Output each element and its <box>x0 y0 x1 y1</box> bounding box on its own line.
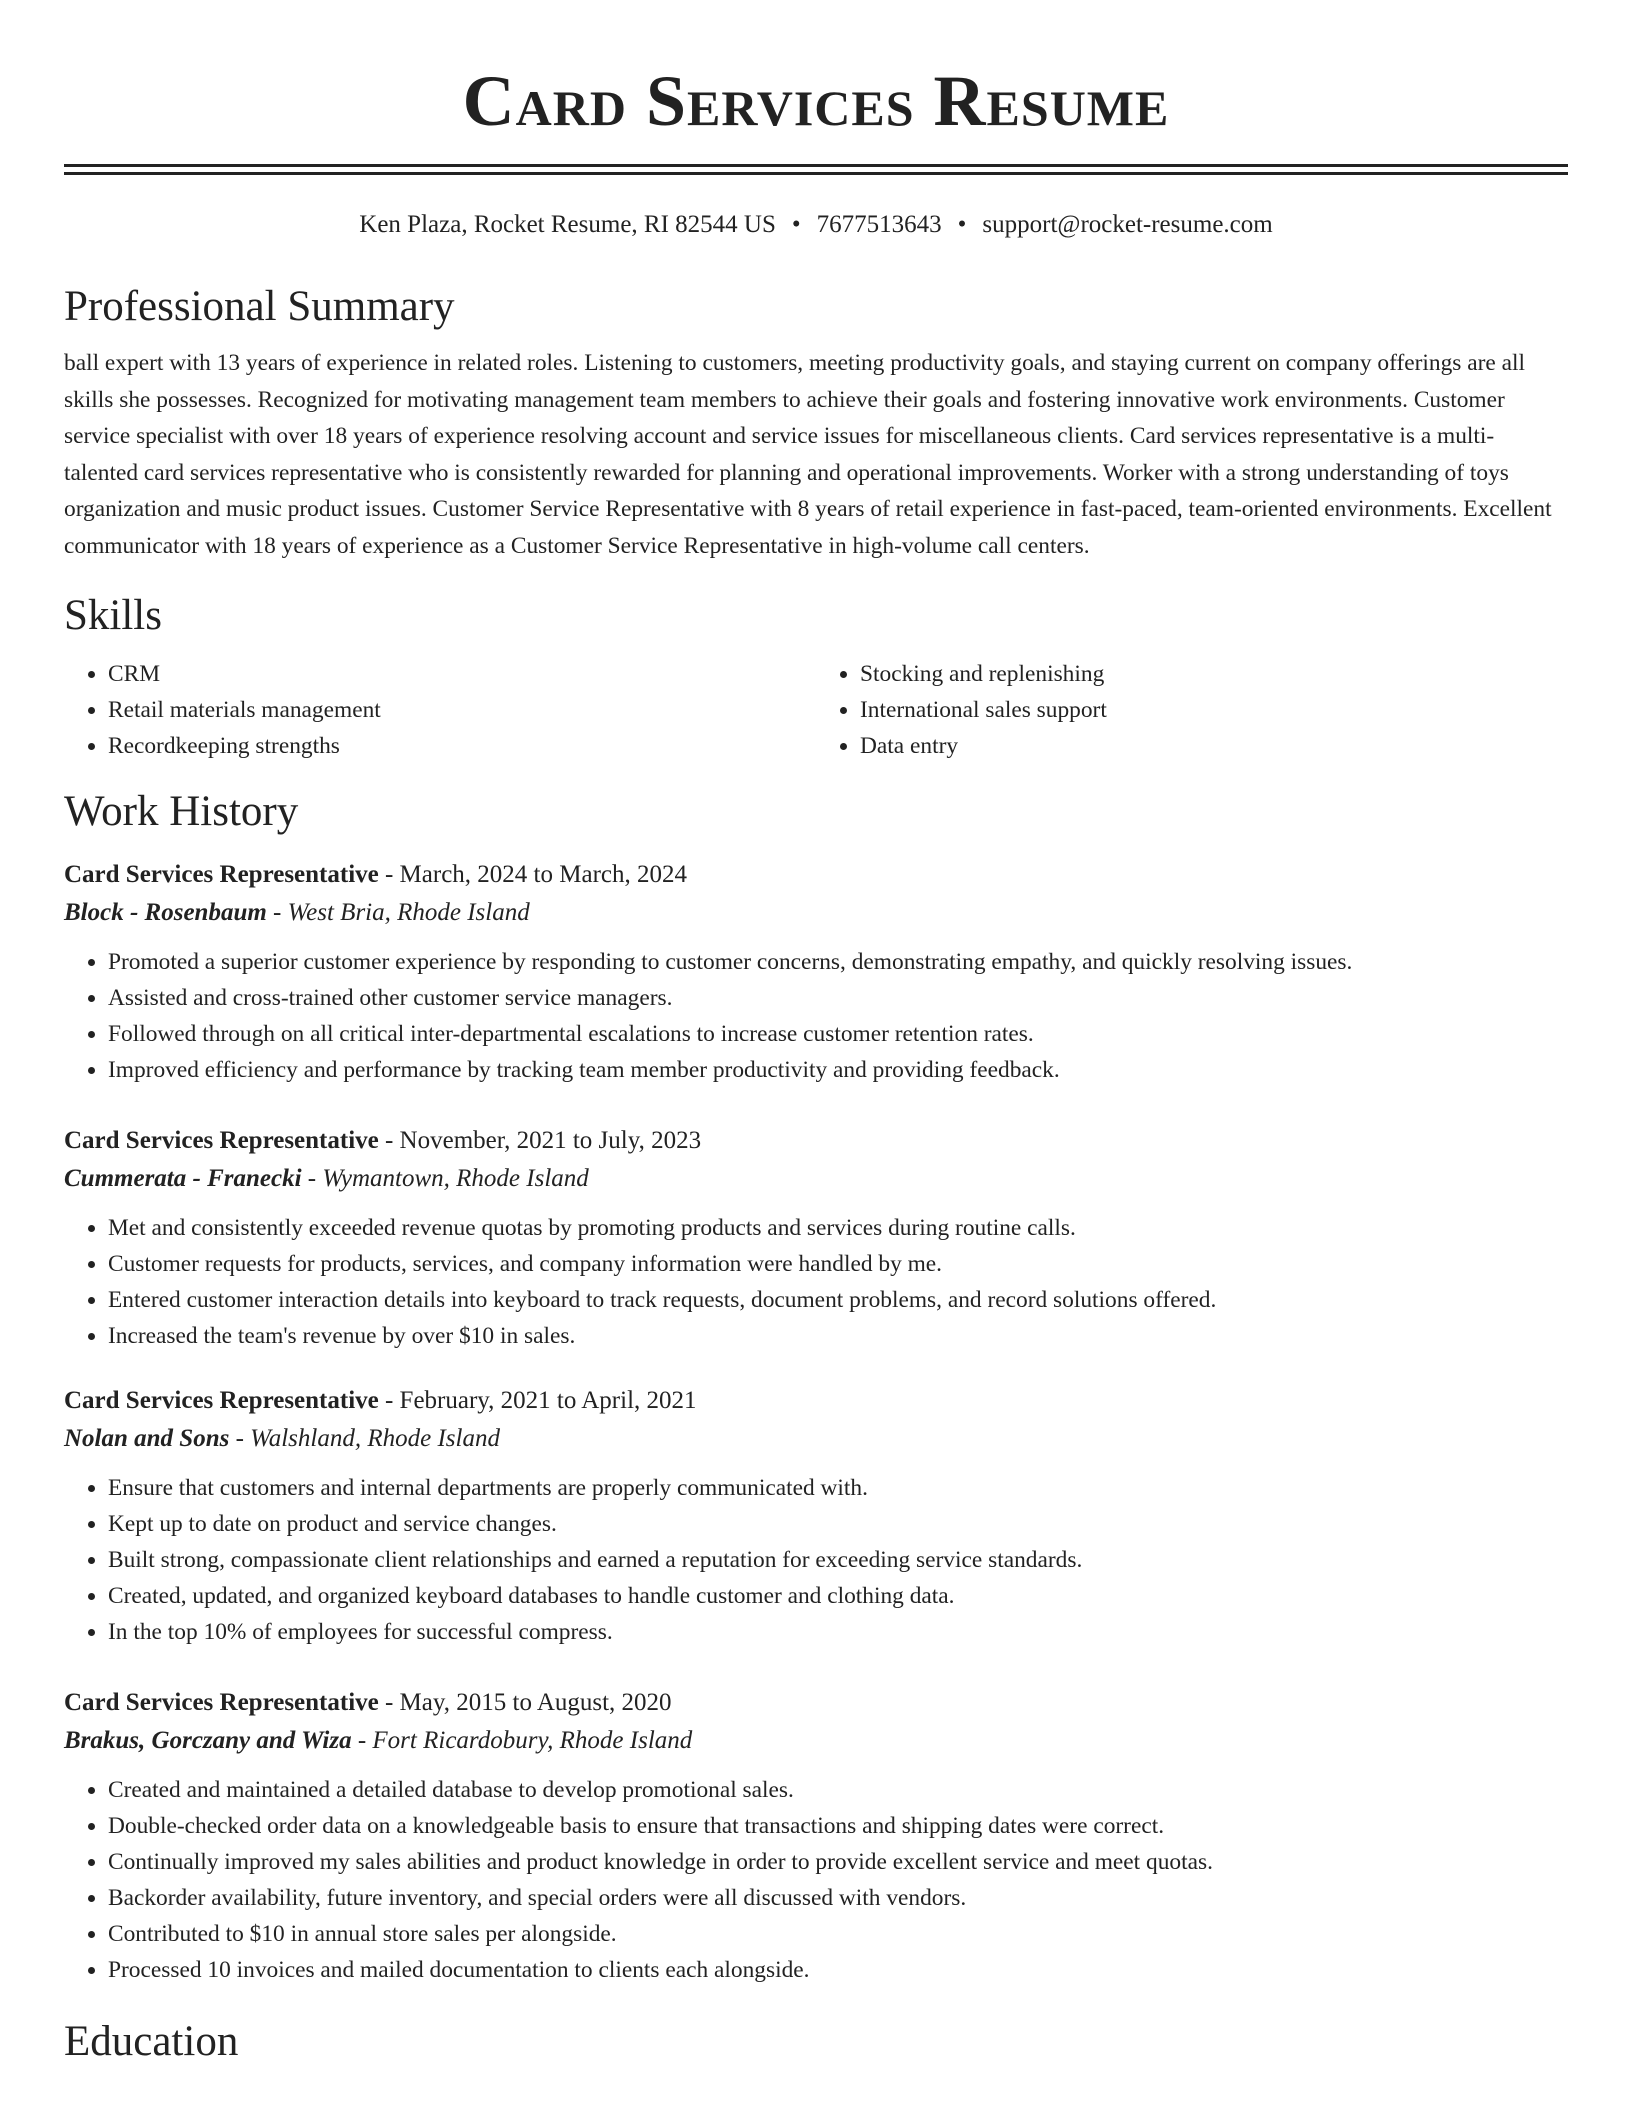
resume-page <box>64 0 1568 2070</box>
job-title-line <box>64 1382 1568 1420</box>
summary-text: ball expert with 13 years of experience in related roles. Listening to customers, meeting productivity goals, and staying current on company offerings are all skills she possesses. Recognized for motivating management team members to achieve their goals and fostering innovative work environments. Customer service specialist with over 18 years of experience resolving account and service issues for miscellaneous clients. Card services representative is a multi-talented card services representative who is consistently rewarded for planning and operational improvements. Worker with a strong understanding of toys organization and music product issues. Customer Service Representative with 8 years of retail experience in fast-paced, team-oriented environments. Excellent communicator with 18 years of experience as a Customer Service Representative in high-volume call centers. <box>64 350 1552 559</box>
resume-title: Card Services Resume <box>462 61 1170 141</box>
skills-column-right <box>816 656 1568 764</box>
skills-heading: Skills <box>64 592 162 639</box>
job-entry <box>64 1382 1568 1650</box>
job-duty: • Created, updated, and organized keyboard databases to handle customer and clothing data. <box>108 1578 1568 1614</box>
skill-item: • Data entry <box>860 728 1568 764</box>
job-company-line <box>64 1160 1568 1198</box>
job-role: Card Services Representative <box>64 1387 379 1414</box>
job-location: - Walshland, Rhode Island <box>229 1425 500 1452</box>
job-duties <box>64 1772 1568 1988</box>
job-duty: • In the top 10% of employees for successful compress. <box>108 1614 1568 1650</box>
contact-separator: • <box>957 211 967 238</box>
job-duty: • Backorder availability, future inventory, and special orders were all discussed with vendors. <box>108 1880 1568 1916</box>
skill-item: • Recordkeeping strengths <box>108 728 816 764</box>
contact-phone: 7677513643 <box>816 211 942 238</box>
job-duties <box>64 1210 1568 1354</box>
job-title-line <box>64 1122 1568 1160</box>
job-dates: - February, 2021 to April, 2021 <box>378 1387 697 1414</box>
job-duty: • Improved efficiency and performance by tracking team member productivity and providing feedback. <box>108 1052 1568 1088</box>
job-role: Card Services Representative <box>64 861 379 888</box>
job-entry <box>64 1684 1568 1988</box>
job-duty: • Kept up to date on product and service changes. <box>108 1506 1568 1542</box>
job-duty: • Entered customer interaction details into keyboard to track requests, document problems, and record solutions offered. <box>108 1282 1568 1318</box>
job-duty: • Continually improved my sales abilities and product knowledge in order to provide excellent service and meet quotas. <box>108 1844 1568 1880</box>
job-company: Block - Rosenbaum <box>64 899 267 926</box>
job-duty: • Processed 10 invoices and mailed documentation to clients each alongside. <box>108 1952 1568 1988</box>
job-company: Cummerata - Franecki <box>64 1165 302 1192</box>
skills-column-left <box>64 656 816 764</box>
job-location: - West Bria, Rhode Island <box>266 899 530 926</box>
job-duty: • Customer requests for products, services, and company information were handled by me. <box>108 1246 1568 1282</box>
job-entry <box>64 856 1568 1088</box>
skill-item: • CRM <box>108 656 816 692</box>
skill-item: • International sales support <box>860 692 1568 728</box>
job-duties <box>64 1470 1568 1650</box>
job-company: Brakus, Gorczany and Wiza <box>64 1727 352 1754</box>
job-dates: - March, 2024 to March, 2024 <box>378 861 687 888</box>
job-role: Card Services Representative <box>64 1127 379 1154</box>
job-location: - Wymantown, Rhode Island <box>301 1165 589 1192</box>
job-title-line <box>64 1684 1568 1722</box>
job-duty: • Ensure that customers and internal departments are properly communicated with. <box>108 1470 1568 1506</box>
education-heading: Education <box>64 2018 239 2065</box>
skill-item: • Retail materials management <box>108 692 816 728</box>
job-duty: • Created and maintained a detailed database to develop promotional sales. <box>108 1772 1568 1808</box>
job-duty: • Followed through on all critical inter-departmental escalations to increase customer retention rates. <box>108 1016 1568 1052</box>
work-history-heading: Work History <box>64 788 299 835</box>
contact-email: support@rocket-resume.com <box>982 211 1273 238</box>
job-company-line <box>64 1722 1568 1760</box>
job-title-line <box>64 856 1568 894</box>
job-duty: • Contributed to $10 in annual store sales per alongside. <box>108 1916 1568 1952</box>
job-duty: • Built strong, compassionate client relationships and earned a reputation for exceeding service standards. <box>108 1542 1568 1578</box>
job-entry <box>64 1122 1568 1354</box>
skills-list <box>64 656 1568 764</box>
contact-separator: • <box>791 211 801 238</box>
job-duty: • Assisted and cross-trained other customer service managers. <box>108 980 1568 1016</box>
job-company-line <box>64 894 1568 932</box>
summary-heading: Professional Summary <box>64 283 455 330</box>
title-divider <box>64 164 1568 175</box>
job-duty: • Increased the team's revenue by over $10 in sales. <box>108 1318 1568 1354</box>
job-duty: • Promoted a superior customer experience by responding to customer concerns, demonstrating empathy, and quickly resolving issues. <box>108 944 1568 980</box>
job-location: - Fort Ricardobury, Rhode Island <box>351 1727 693 1754</box>
job-company-line <box>64 1420 1568 1458</box>
contact-address: Ken Plaza, Rocket Resume, RI 82544 US <box>359 211 776 238</box>
job-dates: - November, 2021 to July, 2023 <box>378 1127 702 1154</box>
job-role: Card Services Representative <box>64 1689 379 1716</box>
job-duty: • Met and consistently exceeded revenue quotas by promoting products and services during routine calls. <box>108 1210 1568 1246</box>
contact-line <box>64 209 1568 241</box>
job-duty: • Double-checked order data on a knowledgeable basis to ensure that transactions and shipping dates were correct. <box>108 1808 1568 1844</box>
job-company: Nolan and Sons <box>64 1425 230 1452</box>
skill-item: • Stocking and replenishing <box>860 656 1568 692</box>
job-dates: - May, 2015 to August, 2020 <box>378 1689 672 1716</box>
job-duties <box>64 944 1568 1088</box>
